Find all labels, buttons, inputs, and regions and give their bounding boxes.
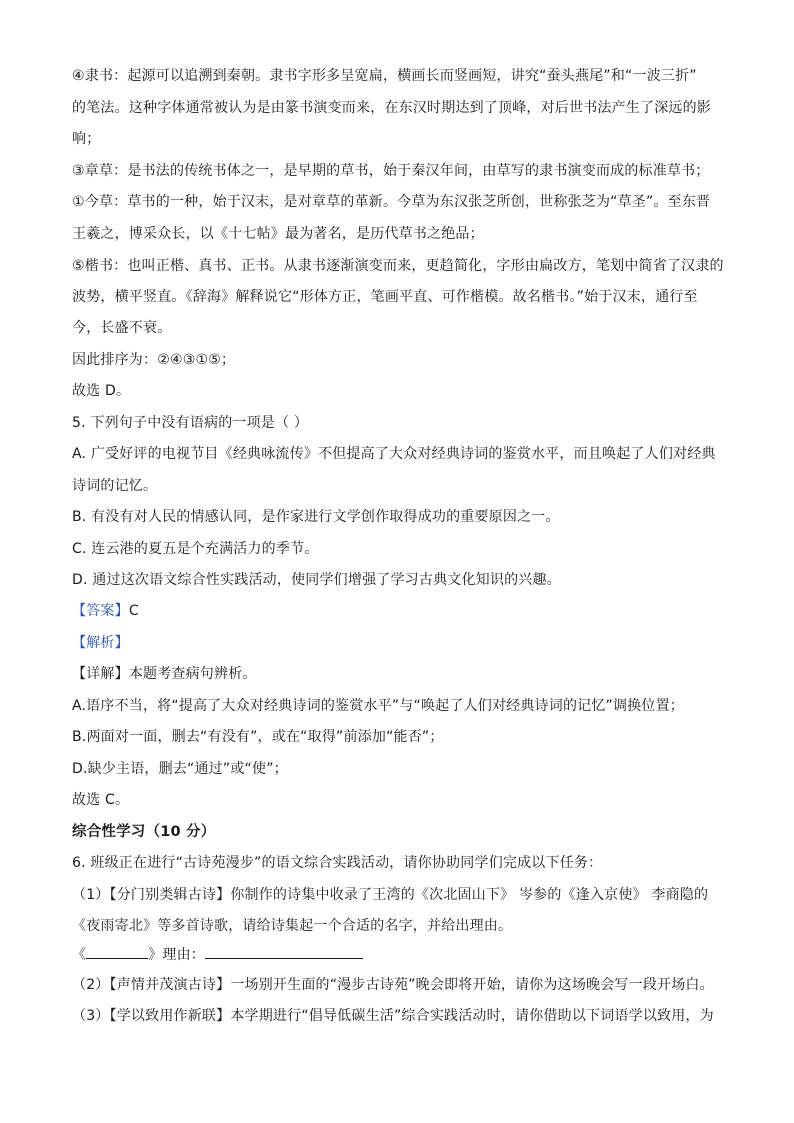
text-line: ④隶书：起源可以追溯到秦朝。隶书字形多呈宽扁，横画长而竖画短，讲究“蚕头燕尾”和“一波三折”: [72, 68, 697, 84]
detail-line: [72, 664, 257, 684]
question-6-intro: 6. 班级正在进行“古诗苑漫步”的语文综合实践活动，请你协助同学们完成以下任务：: [72, 855, 603, 871]
reason-blank[interactable]: [205, 944, 363, 959]
text-line: 的笔法。这种字体通常被认为是由篆书演变而来，在东汉时期达到了顶峰，对后世书法产生了深远的影: [72, 100, 711, 116]
option-c: C. 连云港的夏五是个充满活力的季节。: [72, 541, 319, 557]
option-a: A. 广受好评的电视节目《经典咏流传》不但提高了大众对经典诗词的鉴赏水平，而且唤起了人们对经典: [72, 446, 716, 462]
part-tag: 【分门别类辑古诗】: [109, 887, 231, 903]
analysis-text-line: 故选 C。: [72, 792, 130, 808]
text-line: 因此排序为：②④③①⑤；: [72, 352, 236, 368]
text-line: ①今草：草书的一种，始于汉末，是对章草的革新。今草为东汉张芝所创，世称张芝为“草圣”。至东晋: [72, 194, 711, 210]
text-line: 故选 D。: [72, 383, 131, 399]
answer-value: C: [128, 603, 139, 619]
answer-tag: 【答案】: [72, 603, 129, 619]
text-line: ③章草：是书法的传统书体之一，是早期的草书，始于秦汉年间，由草写的隶书演变而成的标准草书；: [72, 163, 710, 179]
reason-label: 》理由：: [148, 947, 206, 963]
text-line: 王羲之，博采众长，以《十七帖》最为著名，是历代草书之绝品；: [72, 226, 484, 242]
part-number: （1）: [72, 887, 110, 903]
text-line: 今，长盛不衰。: [72, 320, 172, 336]
answer-blank-line: [72, 944, 363, 964]
answer-line: [72, 601, 139, 621]
option-d: D. 通过这次语文综合性实践活动，使同学们增强了学习古典文化知识的兴趣。: [72, 572, 561, 588]
question-6-part-3: [72, 1006, 714, 1026]
part-tag: 【声情并茂演古诗】: [109, 977, 231, 993]
question-6-part-2: [72, 975, 714, 995]
option-a-cont: 诗词的记忆。: [72, 478, 158, 494]
part-number: （3）: [72, 1008, 110, 1024]
analysis-text-line: B.两面对一面，删去“有没有”，或在“取得”前添加“能否”；: [72, 729, 444, 745]
text-line: 波势，横平竖直。《辞海》解释说它“形体方正，笔画平直、可作楷模。故名楷书。”始于汉末，通行至: [72, 289, 698, 305]
part-text: 你制作的诗集中收录了王湾的《次北固山下》 岑参的《逢入京使》 李商隐的: [230, 887, 709, 903]
part-tag: 【学以致用作新联】: [109, 1008, 231, 1024]
part-number: （2）: [72, 977, 110, 993]
title-blank[interactable]: [86, 944, 148, 959]
question-6-part-1-cont: 《夜雨寄北》等多首诗歌，请给诗集起一个合适的名字，并给出理由。: [72, 918, 513, 934]
question-5-stem: 5. 下列句子中没有语病的一项是（ ）: [72, 415, 309, 431]
question-6-part-1: [72, 885, 708, 905]
analysis-text-line: A.语序不当，将“提高了大众对经典诗词的鉴赏水平”与“唤起了人们对经典诗词的记忆”调换位置；: [72, 698, 684, 714]
text-line: ⑤楷书：也叫正楷、真书、正书。从隶书逐渐演变而来，更趋简化，字形由扁改方，笔划中简省了汉隶的: [72, 258, 724, 274]
text-line: 响；: [72, 131, 101, 147]
title-open-mark: 《: [72, 947, 87, 963]
section-heading: 综合性学习（10 分）: [72, 824, 216, 840]
part-text: 本学期进行“倡导低碳生活”综合实践活动时，请你借助以下词语学以致用，为: [230, 1008, 714, 1024]
analysis-text-line: D.缺少主语，删去“通过”或“使”；: [72, 761, 288, 777]
option-b: B. 有没有对人民的情感认同，是作家进行文学创作取得成功的重要原因之一。: [72, 509, 560, 525]
analysis-line: [72, 633, 129, 653]
detail-tag: 【详解】: [72, 666, 129, 682]
analysis-tag: 【解析】: [72, 635, 129, 651]
detail-text: 本题考查病句辨析。: [128, 666, 257, 682]
part-text: 一场别开生面的“漫步古诗苑”晚会即将开始，请你为这场晚会写一段开场白。: [230, 977, 714, 993]
